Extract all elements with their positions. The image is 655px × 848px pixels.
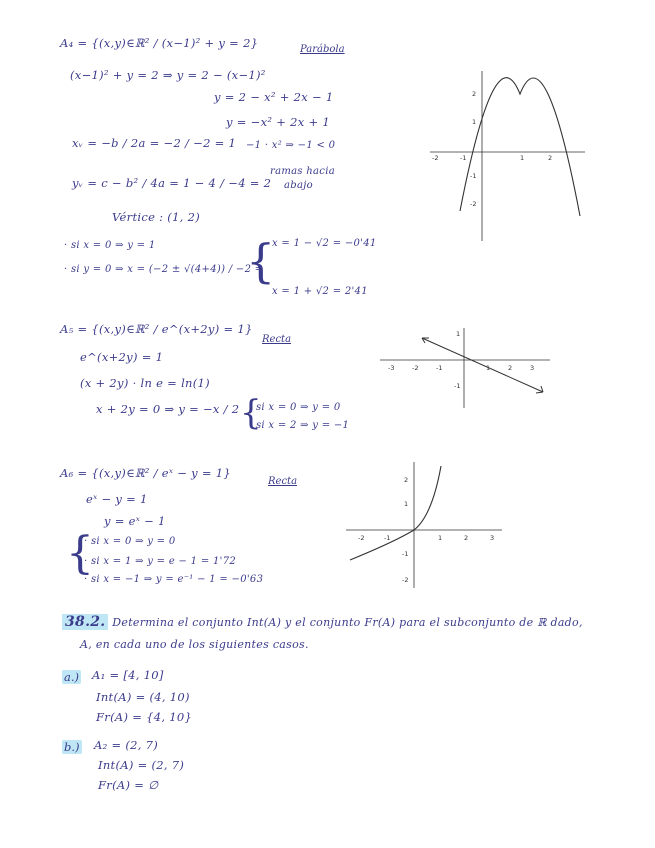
- a6-case-1: · si x = 0 ⇒ y = 0: [84, 536, 176, 547]
- parabola-curve: [460, 78, 580, 216]
- line-tick-y-2: -1: [454, 382, 461, 390]
- line-tick-x-4: 1: [486, 364, 491, 372]
- parabola-tick-y-2: 1: [472, 118, 477, 126]
- a5-definition: A₅ = {(x,y)∈ℝ² / e^(x+2y) = 1}: [60, 322, 253, 336]
- exercise-statement-line-1: Determina el conjunto Int(A) y el conjunto Fr(A) para el subconjunto de ℝ dado,: [112, 616, 583, 629]
- part-a-boundary: Fr(A) = {4, 10}: [96, 710, 193, 724]
- a4-definition: A₄ = {(x,y)∈ℝ² / (x−1)² + y = 2}: [60, 36, 259, 50]
- exp-tick-x-2: -1: [384, 534, 391, 542]
- exp-tick-x-4: 2: [464, 534, 469, 542]
- a6-equation-2: y = eˣ − 1: [104, 514, 166, 528]
- a4-branches-2: abajo: [284, 180, 313, 191]
- a4-root-2: x = 1 + √2 = 2'41: [272, 286, 368, 297]
- a6-case-3: · si x = −1 ⇒ y = e⁻¹ − 1 = −0'63: [84, 574, 264, 585]
- exercise-number: 38.2.: [62, 614, 108, 630]
- a6-cases-brace: {: [66, 528, 94, 579]
- a5-case-2: si x = 2 ⇒ y = −1: [256, 420, 350, 431]
- parabola-tick-y-4: -2: [470, 200, 477, 208]
- line-tick-x-3: -1: [436, 364, 443, 372]
- a4-equation-3: y = −x² + 2x + 1: [226, 115, 330, 129]
- a4-vertex-y: yᵥ = c − b² / 4a = 1 − 4 / −4 = 2: [72, 176, 272, 190]
- a6-case-2: · si x = 1 ⇒ y = e − 1 = 1'72: [84, 556, 237, 567]
- a5-equation-1: e^(x+2y) = 1: [80, 350, 164, 364]
- part-b-set: A₂ = (2, 7): [94, 738, 159, 752]
- a4-root-1: x = 1 − √2 = −0'41: [272, 238, 377, 249]
- parabola-tick-x-1: -2: [432, 154, 439, 162]
- exp-tick-x-1: -2: [358, 534, 365, 542]
- exp-tick-y-1: 2: [404, 476, 409, 484]
- part-b-interior: Int(A) = (2, 7): [98, 758, 185, 772]
- a4-vertex-x: xᵥ = −b / 2a = −2 / −2 = 1: [72, 136, 237, 150]
- line-tick-x-5: 2: [508, 364, 513, 372]
- a4-vertex: Vértice : (1, 2): [112, 210, 201, 224]
- line-tick-y-1: 1: [456, 330, 461, 338]
- exp-tick-y-4: -2: [402, 576, 409, 584]
- exp-tick-y-2: 1: [404, 500, 409, 508]
- a5-cases-brace: {: [240, 393, 262, 433]
- a4-equation-4: −1 · x² ⇒ −1 < 0: [246, 140, 336, 151]
- exp-tick-x-5: 3: [490, 534, 495, 542]
- line-graph: [378, 326, 553, 410]
- a6-type-tag: Recta: [268, 476, 298, 487]
- a4-case-y0: · si y = 0 ⇒ x = (−2 ± √(4+4)) / −2 =: [64, 264, 264, 275]
- a5-equation-3: x + 2y = 0 ⇒ y = −x / 2: [96, 402, 240, 416]
- a4-branches-1: ramas hacia: [270, 166, 335, 177]
- a5-case-1: si x = 0 ⇒ y = 0: [256, 402, 341, 413]
- exercise-statement-line-2: A, en cada uno de los siguientes casos.: [80, 638, 309, 651]
- parabola-tick-y-1: 2: [472, 90, 477, 98]
- line-tick-x-6: 3: [530, 364, 535, 372]
- parabola-tick-x-3: 1: [520, 154, 525, 162]
- exp-graph-curve: [350, 466, 441, 560]
- parabola-tick-x-4: 2: [548, 154, 553, 162]
- a4-equation-1: (x−1)² + y = 2 ⇒ y = 2 − (x−1)²: [70, 68, 266, 82]
- part-a-interior: Int(A) = (4, 10): [96, 690, 190, 704]
- part-a-label: a.): [64, 670, 79, 684]
- a6-definition: A₆ = {(x,y)∈ℝ² / eˣ − y = 1}: [60, 466, 231, 480]
- parabola-tick-x-2: -1: [460, 154, 467, 162]
- a4-case-x0: · si x = 0 ⇒ y = 1: [64, 240, 156, 251]
- part-a-set: A₁ = [4, 10]: [92, 668, 164, 682]
- parabola-graph: [420, 66, 590, 246]
- a5-type-tag: Recta: [262, 334, 292, 345]
- a4-roots-brace: {: [246, 234, 276, 288]
- exp-tick-y-3: -1: [402, 550, 409, 558]
- a4-equation-2: y = 2 − x² + 2x − 1: [214, 90, 334, 104]
- exercise-statement: [62, 614, 583, 630]
- line-tick-x-1: -3: [388, 364, 395, 372]
- a6-equation-1: eˣ − y = 1: [86, 492, 148, 506]
- exponential-graph: [344, 460, 504, 590]
- line-tick-x-2: -2: [412, 364, 419, 372]
- part-b-boundary: Fr(A) = ∅: [98, 778, 159, 792]
- part-b-label: b.): [64, 740, 80, 754]
- a4-type-tag: Parábola: [300, 44, 345, 55]
- parabola-tick-y-3: -1: [470, 172, 477, 180]
- a5-equation-2: (x + 2y) · ln e = ln(1): [80, 376, 210, 390]
- exp-tick-x-3: 1: [438, 534, 443, 542]
